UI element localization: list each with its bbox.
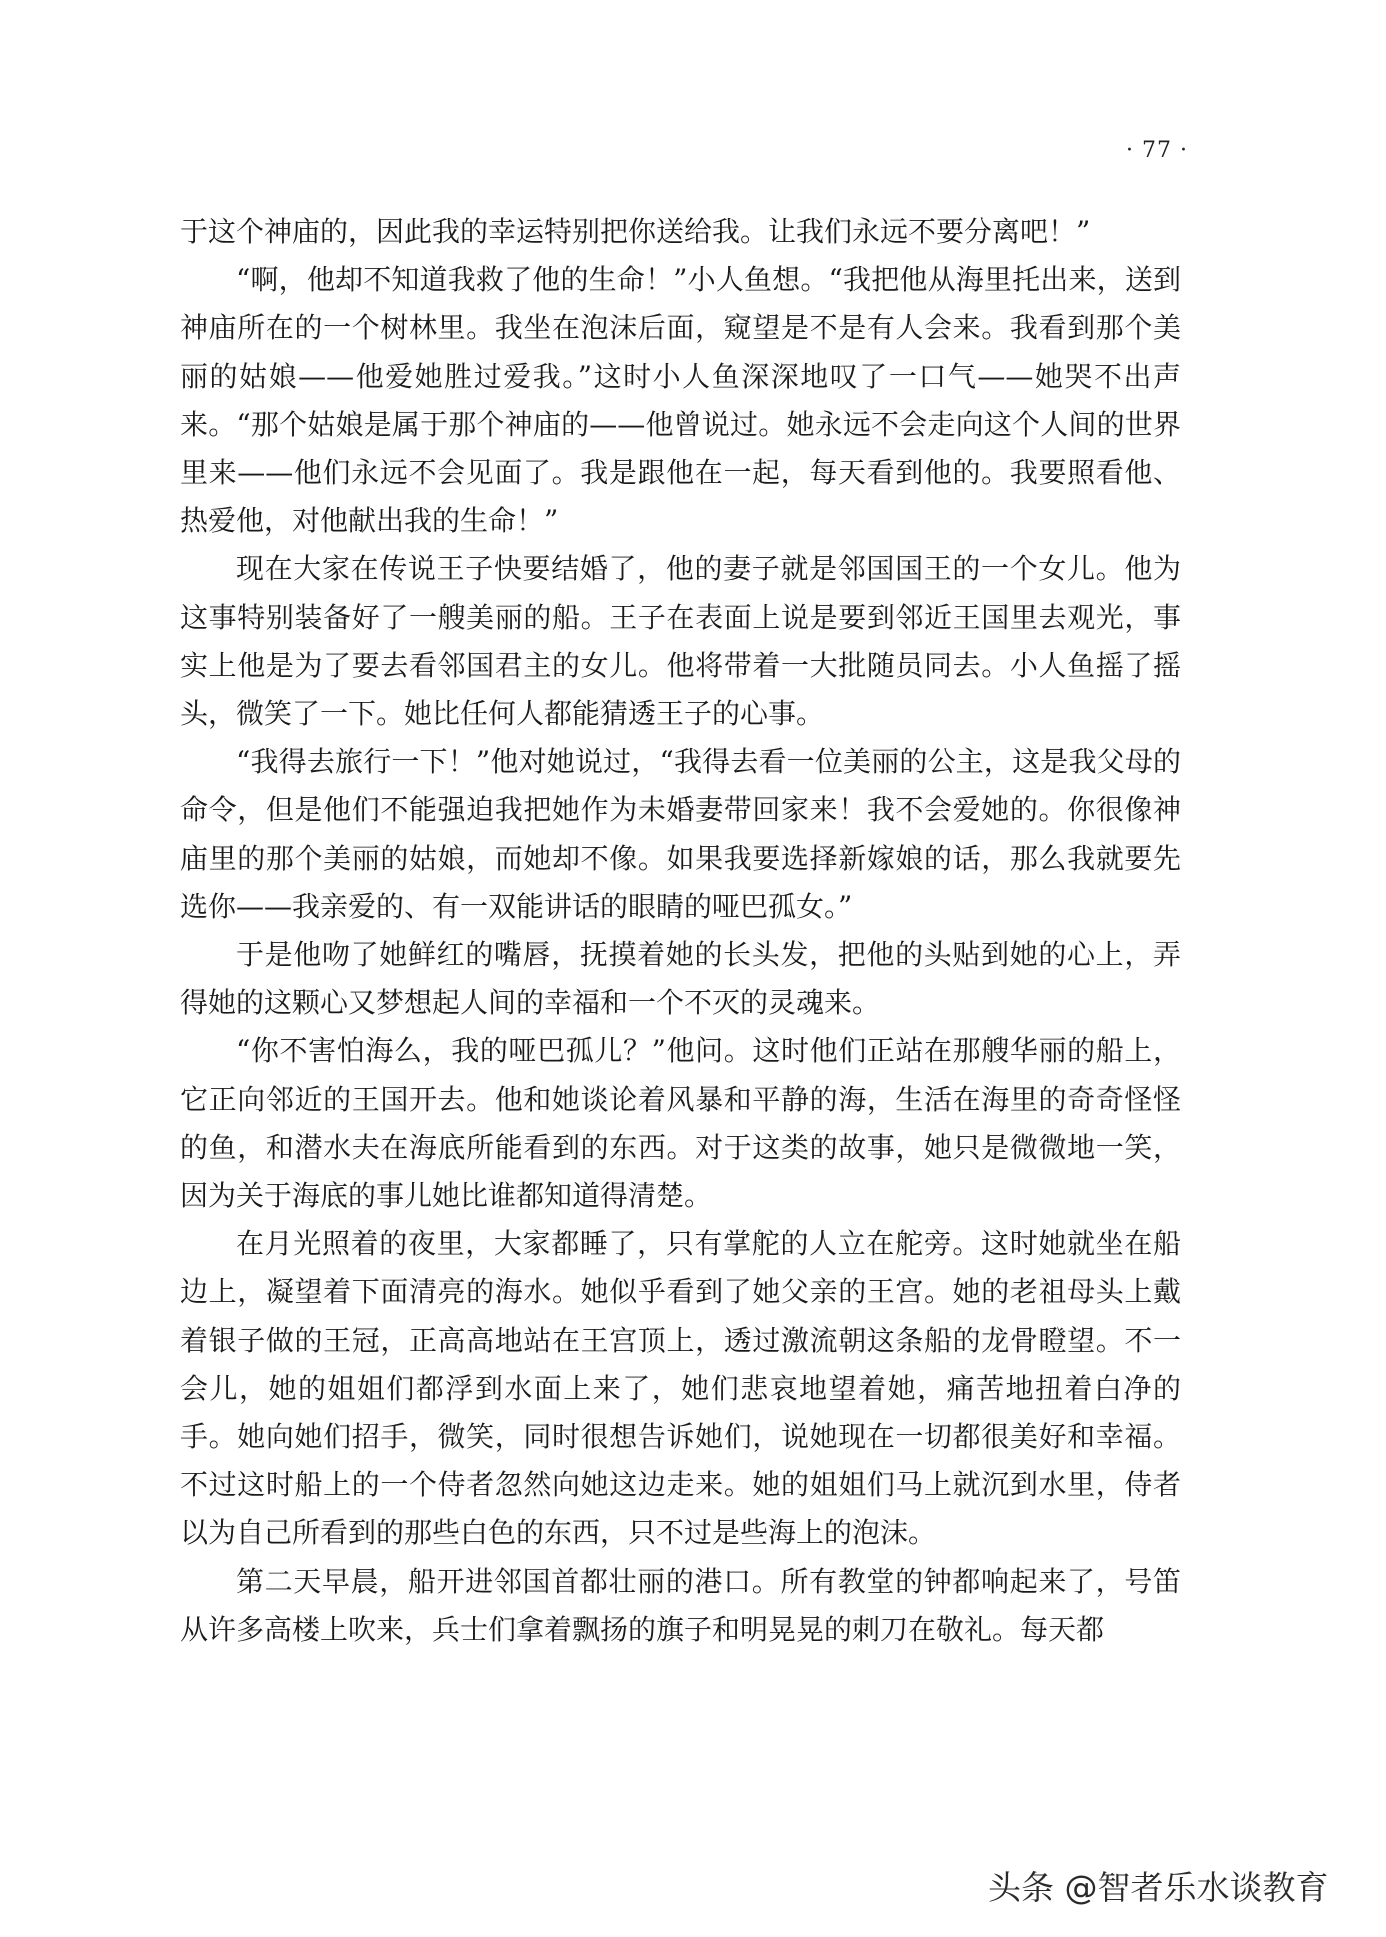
watermark: 头条 @智者乐水谈教育: [988, 1868, 1329, 1907]
text-body: [180, 208, 1181, 1654]
paragraph-6: “你不害怕海么，我的哑巴孤儿？”他问。这时他们正站在那艘华丽的船上，它正向邻近的王国开去。他和她谈论着风暴和平静的海，生活在海里的奇奇怪怪的鱼，和潜水夫在海底所能看到的东西。对于这类的故事，她只是微微地一笑，因为关于海底的事儿她比谁都知道得清楚。: [180, 1034, 1181, 1213]
paragraph-4: “我得去旅行一下！”他对她说过，“我得去看一位美丽的公主，这是我父母的命令，但是他们不能强迫我把她作为未婚妻带回家来！我不会爱她的。你很像神庙里的那个美丽的姑娘，而她却不像。如果我要选择新嫁娘的话，那么我就要先选你——我亲爱的、有一双能讲话的眼睛的哑巴孤女。”: [180, 745, 1181, 923]
paragraph-8: 第二天早晨，船开进邻国首都壮丽的港口。所有教堂的钟都响起来了，号笛从许多高楼上吹来，兵士们拿着飘扬的旗子和明晃晃的刺刀在敬礼。每天都: [180, 1564, 1181, 1646]
paragraph-5: 于是他吻了她鲜红的嘴唇，抚摸着她的长头发，把他的头贴到她的心上，弄得她的这颗心又梦想起人间的幸福和一个不灭的灵魂来。: [180, 938, 1181, 1020]
paragraph-1: 于这个神庙的，因此我的幸运特别把你送给我。让我们永远不要分离吧！”: [180, 215, 1091, 248]
paragraph-3: 现在大家在传说王子快要结婚了，他的妻子就是邻国国王的一个女儿。他为这事特别装备好了一艘美丽的船。王子在表面上说是要到邻近王国里去观光，事实上他是为了要去看邻国君主的女儿。他将带着一大批随员同去。小人鱼摇了摇头，微笑了一下。她比任何人都能猜透王子的心事。: [180, 552, 1181, 731]
paragraph-2: “啊，他却不知道我救了他的生命！”小人鱼想。“我把他从海里托出来，送到神庙所在的一个树林里。我坐在泡沫后面，窥望是不是有人会来。我看到那个美丽的姑娘——他爱她胜过爱我。”这时小人鱼深深地叹了一口气——她哭不出声来。“那个姑娘是属于那个神庙的——他曾说过。她永远不会走向这个人间的世界里来——他们永远不会见面了。我是跟他在一起，每天看到他的。我要照看他、热爱他，对他献出我的生命！”: [180, 263, 1181, 538]
paragraph-7: 在月光照着的夜里，大家都睡了，只有掌舵的人立在舵旁。这时她就坐在船边上，凝望着下面清亮的海水。她似乎看到了她父亲的王宫。她的老祖母头上戴着银子做的王冠，正高高地站在王宫顶上，透过激流朝这条船的龙骨瞪望。不一会儿，她的姐姐们都浮到水面上来了，她们悲哀地望着她，痛苦地扭着白净的手。她向她们招手，微笑，同时很想告诉她们，说她现在一切都很美好和幸福。不过这时船上的一个侍者忽然向她这边走来。她的姐姐们马上就沉到水里，侍者以为自己所看到的那些白色的东西，只不过是些海上的泡沫。: [180, 1227, 1181, 1550]
page-number: · 77 ·: [1126, 138, 1188, 163]
